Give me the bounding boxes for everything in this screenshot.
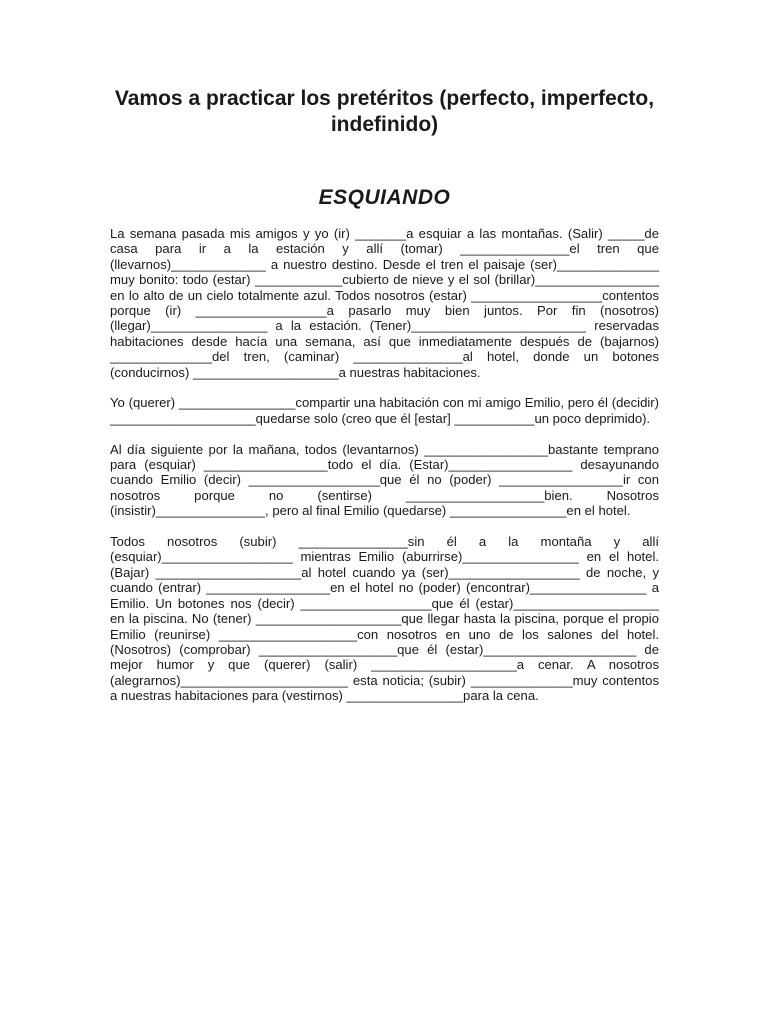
paragraph-2: Yo (querer) ________________compartir una habitación con mi amigo Emilio, pero él (decidir) ____________________quedarse solo (creo que él [estar] ___________un poco deprimido). — [110, 395, 659, 426]
paragraph-3: Al día siguiente por la mañana, todos (levantarnos) _________________bastante temprano para (esquiar) _________________todo el día. (Estar)_________________ desayunando cuando Emilio (decir) __________________que él no (poder) _________________ir con nosotros porque no (sentirse) ___________________bien. Nosotros (insistir)_______________, pero al final Emilio (quedarse) ________________en el hotel. — [110, 441, 659, 519]
page-title: Vamos a practicar los pretéritos (perfecto, imperfecto, indefinido) — [114, 87, 655, 136]
worksheet-page — [110, 86, 659, 719]
story-title: ESQUIANDO — [318, 186, 451, 209]
paragraph-1: La semana pasada mis amigos y yo (ir) _______a esquiar a las montañas. (Salir) _____de casa para ir a la estación y allí (tomar) _______________el tren que (llevarnos)_____________ a nuestro destino. Desde el tren el paisaje (ser)______________ muy bonito: todo (estar) ____________cubierto de nieve y el sol (brillar)_________________ en lo alto de un cielo totalmente azul. Todos nosotros (estar) __________________contentos porque (ir) __________________a pasarlo muy bien juntos. Por fin (nosotros) (llegar)________________ a la estación. (Tener)________________________ reservadas habitaciones desde hacía una semana, así que inmediatamente después de (bajarnos) ______________del tren, (caminar) _______________al hotel, donde un botones (conducirnos) ____________________a nuestras habitaciones. — [110, 226, 659, 380]
paragraph-4: Todos nosotros (subir) _______________sin él a la montaña y allí (esquiar)__________________ mientras Emilio (aburrirse)________________ en el hotel. (Bajar) ____________________al hotel cuando ya (ser)__________________ de noche, y cuando (entrar) _________________en el hotel no (poder) (encontrar)________________ a Emilio. Un botones nos (decir) __________________que él (estar)____________________ en la piscina. No (tener) ____________________que llegar hasta la piscina, porque el propio Emilio (reunirse) ___________________con nosotros en uno de los salones del hotel. (Nosotros) (comprobar) ___________________que él (estar)_____________________ de mejor humor y que (querer) (salir) ____________________a cenar. A nosotros (alegrarnos)_______________________ esta noticia; (subir) ______________muy contentos a nuestras habitaciones para (vestirnos) ________________para la cena. — [110, 534, 659, 704]
